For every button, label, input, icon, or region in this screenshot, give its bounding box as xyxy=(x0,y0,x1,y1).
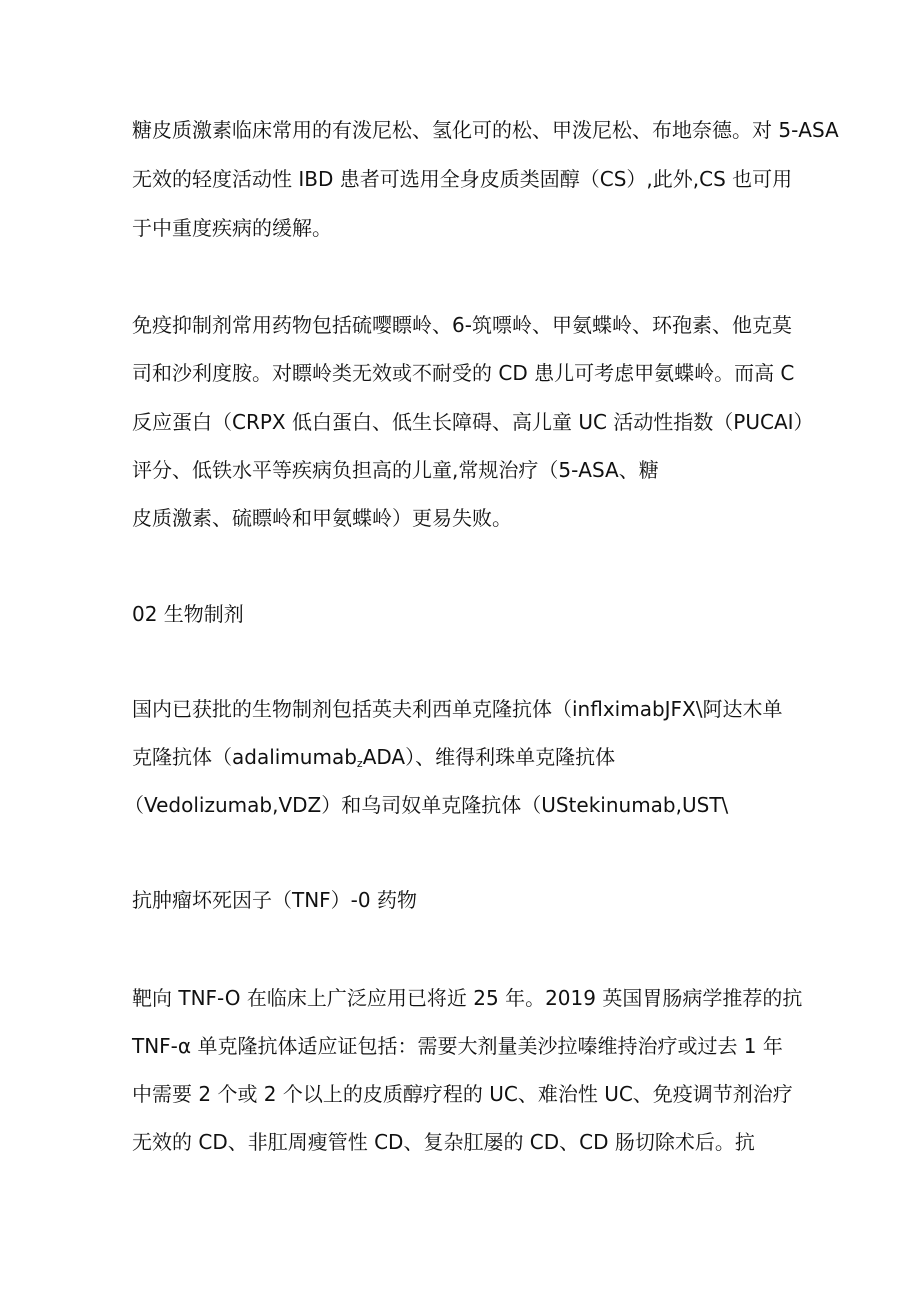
paragraph-3-line-2 xyxy=(132,743,615,778)
paragraph-4-line-4: 无效的 CD、非肛周瘦管性 CD、复杂肛屡的 CD、CD 肠切除术后。抗 xyxy=(132,1130,755,1154)
paragraph-1-line-3: 于中重度疾病的缓解。 xyxy=(132,216,332,240)
paragraph-4-line-3: 中需要 2 个或 2 个以上的皮质醇疗程的 UC、难治性 UC、免疫调节剂治疗 xyxy=(132,1082,793,1106)
paragraph-3-line-2-before: 克隆抗体（adalimumab xyxy=(132,745,357,769)
paragraph-3-line-1: 国内已获批的生物制剂包括英夫利西单克隆抗体（inflximabJFX\阿达木单 xyxy=(132,697,783,721)
paragraph-3-line-2-after: ADA）、维得利珠单克隆抗体 xyxy=(362,745,616,769)
paragraph-4-line-1: 靶向 TNF-O 在临床上广泛应用已将近 25 年。2019 英国胃肠病学推荐的抗 xyxy=(132,986,803,1010)
section-heading-anti-tnf: 抗肿瘤坏死因子（TNF）-0 药物 xyxy=(132,888,417,912)
paragraph-1-line-1: 糖皮质激素临床常用的有泼尼松、氢化可的松、甲泼尼松、布地奈德。对 5-ASA xyxy=(132,118,839,142)
paragraph-3-line-3: （Vedolizumab,VDZ）和乌司奴单克隆抗体（UStekinumab,UST\ xyxy=(124,793,729,817)
paragraph-2-line-3: 反应蛋白（CRPX 低白蛋白、低生长障碍、高儿童 UC 活动性指数（PUCAI） xyxy=(132,410,814,434)
paragraph-2-line-2: 司和沙利度胺。对瞟岭类无效或不耐受的 CD 患儿可考虑甲氨蝶岭。而高 C xyxy=(132,361,795,385)
paragraph-2-line-5: 皮质激素、硫瞟岭和甲氨蝶岭）更易失败。 xyxy=(132,506,512,530)
section-heading-biologics: 02 生物制剂 xyxy=(132,602,244,626)
paragraph-2-line-4: 评分、低铁水平等疾病负担高的儿童,常规治疗（5-ASA、糖 xyxy=(132,458,659,482)
paragraph-3-line-2-subscript: z xyxy=(356,757,363,770)
paragraph-4-line-2: TNF-α 单克隆抗体适应证包括：需要大剂量美沙拉嗪维持治疗或过去 1 年 xyxy=(132,1034,783,1058)
paragraph-2-line-1: 免疫抑制剂常用药物包括硫嘤瞟岭、6-筑嘌岭、甲氨蝶岭、环孢素、他克莫 xyxy=(132,313,792,337)
paragraph-1-line-2: 无效的轻度活动性 IBD 患者可选用全身皮质类固醇（CS）,此外,CS 也可用 xyxy=(132,167,793,191)
